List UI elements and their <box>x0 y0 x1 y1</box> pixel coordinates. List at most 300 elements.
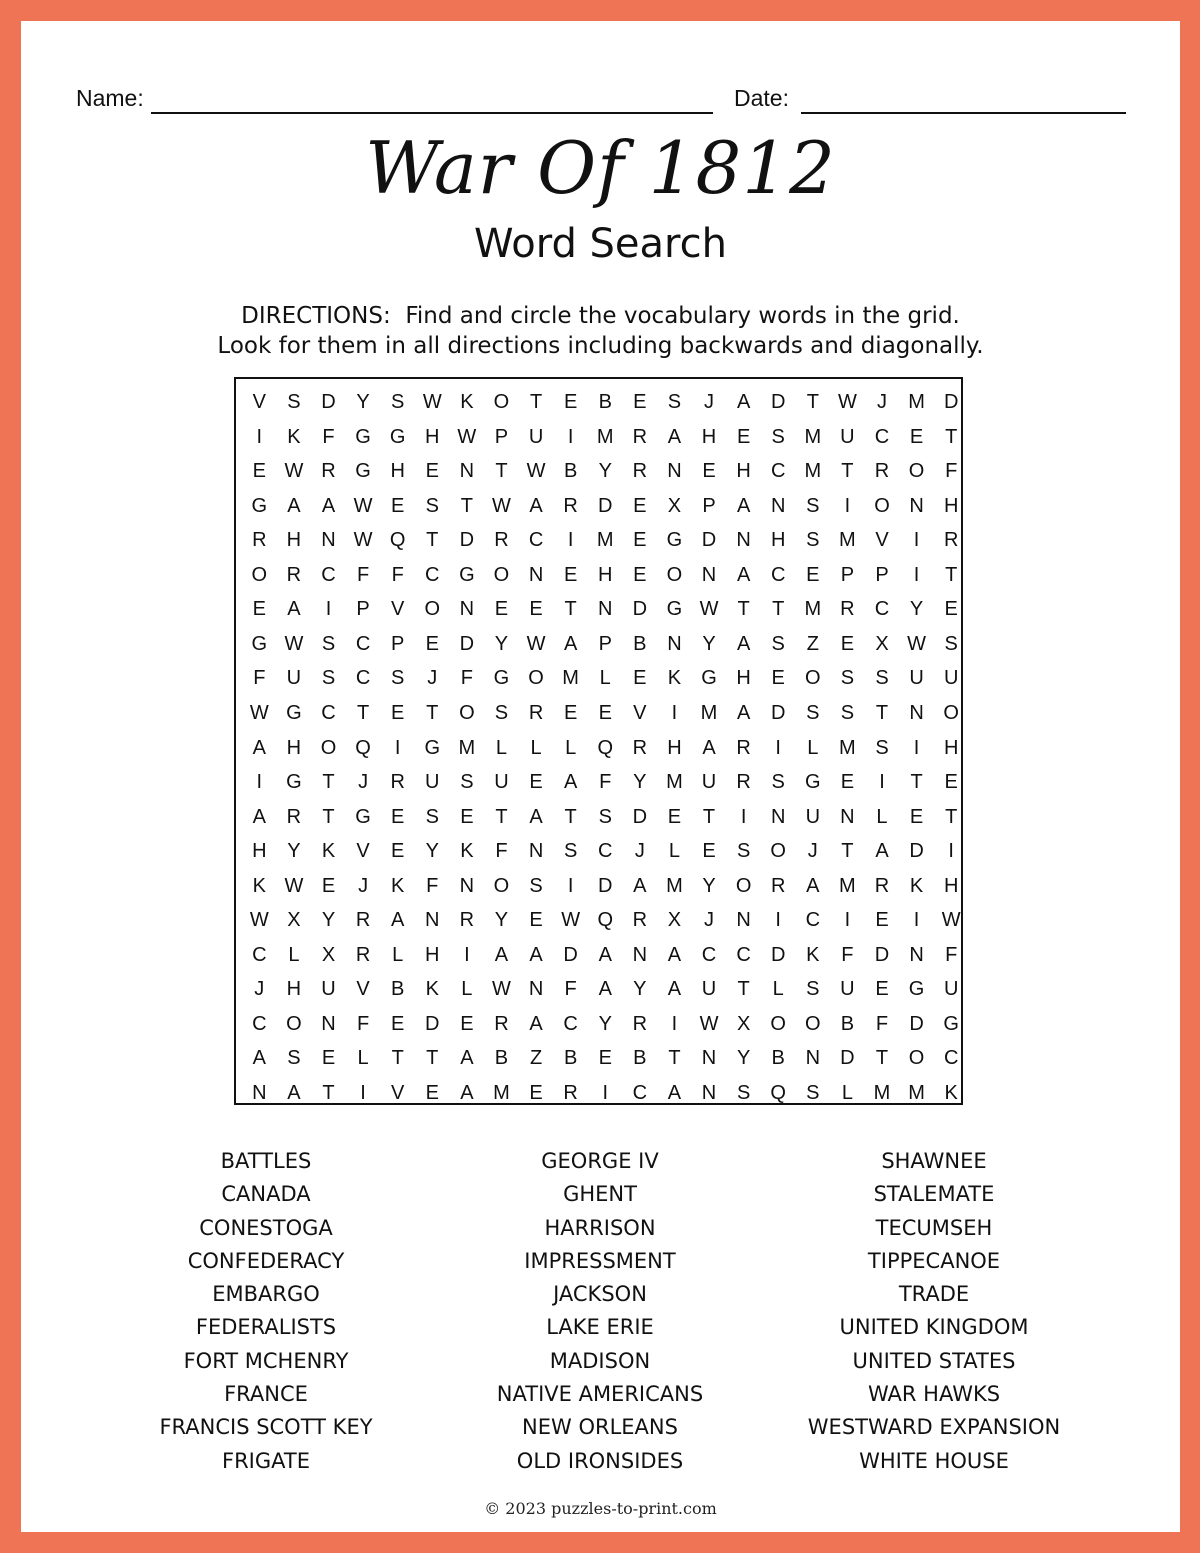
grid-letter[interactable]: O <box>770 1012 786 1035</box>
grid-letter[interactable]: D <box>874 943 890 966</box>
grid-letter[interactable]: J <box>704 909 715 932</box>
grid-letter[interactable]: E <box>875 978 889 1001</box>
grid-letter[interactable]: M <box>804 460 822 483</box>
grid-letter[interactable]: F <box>599 771 612 794</box>
grid-letter[interactable]: I <box>256 425 263 448</box>
grid-letter[interactable]: P <box>494 425 509 448</box>
grid-letter[interactable]: I <box>879 771 885 794</box>
grid-letter[interactable]: T <box>841 840 854 863</box>
grid-letter[interactable]: O <box>493 563 510 586</box>
grid-letter[interactable]: N <box>632 943 648 966</box>
grid-letter[interactable]: Y <box>633 771 647 794</box>
grid-letter[interactable]: R <box>632 460 648 483</box>
grid-letter[interactable]: A <box>736 494 751 517</box>
grid-letter[interactable]: W <box>561 909 581 932</box>
grid-letter[interactable]: W <box>249 909 269 932</box>
grid-letter[interactable]: L <box>876 805 888 828</box>
grid-letter[interactable]: T <box>910 771 923 794</box>
grid-letter[interactable]: A <box>460 1082 474 1104</box>
grid-letter[interactable]: U <box>840 978 855 1001</box>
grid-letter[interactable]: R <box>355 943 371 966</box>
grid-letter[interactable]: K <box>944 1082 958 1104</box>
grid-letter[interactable]: I <box>671 1012 678 1035</box>
grid-letter[interactable]: B <box>840 1012 855 1035</box>
grid-letter[interactable]: S <box>806 1082 820 1104</box>
grid-letter[interactable]: S <box>840 667 855 690</box>
grid-letter[interactable]: W <box>526 632 546 655</box>
grid-letter[interactable]: Q <box>597 736 614 759</box>
grid-letter[interactable]: D <box>701 529 717 552</box>
grid-letter[interactable]: G <box>286 771 302 794</box>
grid-letter[interactable]: K <box>460 840 474 863</box>
grid-letter[interactable]: N <box>736 909 751 932</box>
grid-letter[interactable]: Q <box>355 736 371 759</box>
grid-letter[interactable]: I <box>602 1082 609 1104</box>
grid-letter[interactable]: S <box>771 771 785 794</box>
grid-letter[interactable]: Y <box>736 1047 751 1070</box>
grid-letter[interactable]: S <box>391 391 405 413</box>
grid-letter[interactable]: F <box>356 563 370 586</box>
grid-letter[interactable]: C <box>321 563 336 586</box>
grid-letter[interactable]: E <box>840 771 855 794</box>
grid-letter[interactable]: I <box>360 1082 366 1104</box>
grid-letter[interactable]: G <box>355 425 371 448</box>
grid-letter[interactable]: E <box>633 563 647 586</box>
grid-letter[interactable]: L <box>288 943 300 966</box>
grid-letter[interactable]: N <box>528 563 544 586</box>
grid-letter[interactable]: F <box>460 667 473 690</box>
grid-letter[interactable]: A <box>287 1082 301 1104</box>
grid-letter[interactable]: I <box>740 805 747 828</box>
grid-letter[interactable]: H <box>286 529 302 552</box>
grid-letter[interactable]: A <box>598 943 612 966</box>
grid-letter[interactable]: F <box>841 943 854 966</box>
grid-letter[interactable]: G <box>701 667 717 690</box>
grid-letter[interactable]: S <box>425 805 439 828</box>
grid-letter[interactable]: C <box>563 1012 578 1035</box>
grid-letter[interactable]: E <box>909 425 924 448</box>
grid-letter[interactable]: U <box>321 978 336 1001</box>
grid-letter[interactable]: G <box>389 425 406 448</box>
grid-letter[interactable]: S <box>667 391 682 413</box>
grid-letter[interactable]: S <box>736 840 751 863</box>
grid-letter[interactable]: F <box>495 840 508 863</box>
grid-letter[interactable]: E <box>391 701 405 724</box>
grid-letter[interactable]: R <box>632 425 648 448</box>
grid-letter[interactable]: E <box>633 667 647 690</box>
grid-letter[interactable]: N <box>598 598 613 621</box>
grid-letter[interactable]: E <box>806 563 820 586</box>
grid-letter[interactable]: D <box>909 1012 924 1035</box>
grid-letter[interactable]: K <box>425 978 439 1001</box>
grid-letter[interactable]: K <box>321 840 336 863</box>
grid-letter[interactable]: D <box>425 1012 440 1035</box>
grid-letter[interactable]: R <box>632 736 648 759</box>
grid-letter[interactable]: E <box>252 598 266 621</box>
grid-letter[interactable]: F <box>564 978 577 1001</box>
grid-letter[interactable]: S <box>806 978 820 1001</box>
grid-letter[interactable]: U <box>528 425 544 448</box>
grid-letter[interactable]: P <box>702 494 716 517</box>
grid-letter[interactable]: M <box>908 1082 925 1104</box>
grid-letter[interactable]: H <box>390 460 405 483</box>
grid-letter[interactable]: S <box>875 736 889 759</box>
grid-letter[interactable]: O <box>493 874 510 897</box>
grid-letter[interactable]: M <box>804 425 822 448</box>
grid-letter[interactable]: T <box>356 701 370 724</box>
grid-letter[interactable]: A <box>460 1047 474 1070</box>
grid-letter[interactable]: K <box>909 874 924 897</box>
grid-letter[interactable]: N <box>736 529 751 552</box>
grid-letter[interactable]: H <box>598 563 613 586</box>
grid-letter[interactable]: S <box>494 701 509 724</box>
grid-letter[interactable]: S <box>598 805 612 828</box>
grid-letter[interactable]: G <box>251 632 268 655</box>
grid-letter[interactable]: L <box>772 978 784 1001</box>
grid-letter[interactable]: T <box>564 598 577 621</box>
grid-letter[interactable]: L <box>530 736 542 759</box>
grid-letter[interactable]: T <box>945 563 958 586</box>
grid-letter[interactable]: R <box>286 805 302 828</box>
grid-letter[interactable]: O <box>251 563 268 586</box>
grid-letter[interactable]: R <box>563 494 578 517</box>
grid-letter[interactable]: H <box>943 874 959 897</box>
grid-letter[interactable]: X <box>321 943 336 966</box>
grid-letter[interactable]: E <box>391 805 405 828</box>
grid-letter[interactable]: W <box>699 1012 719 1035</box>
grid-letter[interactable]: C <box>528 529 544 552</box>
grid-letter[interactable]: R <box>874 874 890 897</box>
grid-letter[interactable]: E <box>391 1012 405 1035</box>
grid-letter[interactable]: B <box>633 632 647 655</box>
grid-letter[interactable]: P <box>598 632 612 655</box>
grid-letter[interactable]: W <box>526 460 546 483</box>
grid-letter[interactable]: T <box>426 1047 439 1070</box>
grid-letter[interactable]: A <box>598 978 612 1001</box>
grid-letter[interactable]: W <box>284 632 304 655</box>
grid-letter[interactable]: W <box>249 701 269 724</box>
grid-letter[interactable]: K <box>391 874 405 897</box>
grid-letter[interactable]: H <box>943 736 959 759</box>
grid-letter[interactable]: O <box>528 667 544 690</box>
grid-letter[interactable]: R <box>355 909 371 932</box>
grid-letter[interactable]: Y <box>702 874 716 897</box>
grid-letter[interactable]: H <box>286 736 302 759</box>
grid-letter[interactable]: S <box>391 667 405 690</box>
grid-letter[interactable]: E <box>702 460 716 483</box>
grid-letter[interactable]: T <box>875 1047 889 1070</box>
grid-letter[interactable]: I <box>913 909 920 932</box>
grid-letter[interactable]: S <box>563 840 578 863</box>
grid-letter[interactable]: C <box>805 909 821 932</box>
grid-letter[interactable]: W <box>941 909 961 932</box>
grid-letter[interactable]: D <box>909 840 924 863</box>
grid-letter[interactable]: F <box>945 943 958 966</box>
grid-letter[interactable]: G <box>286 701 302 724</box>
grid-letter[interactable]: E <box>771 667 785 690</box>
grid-letter[interactable]: N <box>528 840 544 863</box>
grid-letter[interactable]: Y <box>425 840 439 863</box>
grid-letter[interactable]: Q <box>597 909 614 932</box>
grid-letter[interactable]: T <box>391 1047 404 1070</box>
grid-letter[interactable]: L <box>461 978 473 1001</box>
grid-letter[interactable]: N <box>909 701 924 724</box>
grid-letter[interactable]: C <box>598 840 613 863</box>
grid-letter[interactable]: R <box>770 874 786 897</box>
grid-letter[interactable]: S <box>425 494 439 517</box>
grid-letter[interactable]: J <box>358 771 369 794</box>
grid-letter[interactable]: I <box>567 425 574 448</box>
grid-letter[interactable]: U <box>805 805 821 828</box>
grid-letter[interactable]: E <box>391 494 405 517</box>
grid-letter[interactable]: C <box>252 1012 267 1035</box>
grid-letter[interactable]: P <box>356 598 370 621</box>
grid-letter[interactable]: Y <box>633 978 647 1001</box>
grid-letter[interactable]: H <box>252 840 267 863</box>
grid-letter[interactable]: U <box>909 667 924 690</box>
grid-letter[interactable]: C <box>321 701 336 724</box>
grid-letter[interactable]: B <box>633 1047 647 1070</box>
grid-letter[interactable]: E <box>633 391 647 413</box>
grid-letter[interactable]: N <box>701 1082 717 1104</box>
grid-letter[interactable]: R <box>252 529 267 552</box>
grid-letter[interactable]: E <box>460 805 474 828</box>
grid-letter[interactable]: T <box>737 978 750 1001</box>
grid-letter[interactable]: G <box>459 563 475 586</box>
grid-letter[interactable]: W <box>457 425 477 448</box>
grid-letter[interactable]: M <box>666 771 683 794</box>
grid-letter[interactable]: L <box>668 840 680 863</box>
grid-letter[interactable]: A <box>667 943 682 966</box>
grid-letter[interactable]: T <box>495 805 508 828</box>
grid-letter[interactable]: T <box>322 771 335 794</box>
grid-letter[interactable]: R <box>840 598 855 621</box>
grid-letter[interactable]: P <box>875 563 889 586</box>
grid-letter[interactable]: S <box>736 1082 751 1104</box>
grid-letter[interactable]: D <box>459 632 475 655</box>
grid-letter[interactable]: B <box>563 460 578 483</box>
grid-letter[interactable]: A <box>252 736 266 759</box>
grid-letter[interactable]: A <box>321 494 336 517</box>
grid-letter[interactable]: J <box>358 874 369 897</box>
grid-letter[interactable]: N <box>321 529 336 552</box>
grid-letter[interactable]: W <box>284 460 304 483</box>
grid-letter[interactable]: E <box>598 1047 612 1070</box>
grid-letter[interactable]: E <box>736 425 751 448</box>
grid-letter[interactable]: C <box>874 598 890 621</box>
grid-letter[interactable]: M <box>873 1082 891 1104</box>
grid-letter[interactable]: Y <box>287 840 301 863</box>
grid-letter[interactable]: K <box>667 667 682 690</box>
grid-letter[interactable]: M <box>666 874 683 897</box>
grid-letter[interactable]: L <box>807 736 819 759</box>
grid-letter[interactable]: S <box>287 391 301 413</box>
grid-letter[interactable]: B <box>391 978 405 1001</box>
grid-letter[interactable]: R <box>321 460 336 483</box>
grid-letter[interactable]: I <box>948 840 954 863</box>
grid-letter[interactable]: E <box>633 529 647 552</box>
grid-letter[interactable]: D <box>943 391 959 413</box>
grid-letter[interactable]: D <box>632 598 648 621</box>
grid-letter[interactable]: E <box>633 494 647 517</box>
grid-letter[interactable]: C <box>943 1047 959 1070</box>
grid-letter[interactable]: O <box>424 598 441 621</box>
grid-letter[interactable]: T <box>564 805 577 828</box>
grid-letter[interactable]: R <box>632 1012 648 1035</box>
grid-letter[interactable]: D <box>770 391 786 413</box>
grid-letter[interactable]: R <box>874 460 890 483</box>
grid-letter[interactable]: R <box>494 1012 509 1035</box>
grid-letter[interactable]: L <box>565 736 577 759</box>
grid-letter[interactable]: N <box>701 563 717 586</box>
grid-letter[interactable]: N <box>528 978 544 1001</box>
grid-letter[interactable]: I <box>775 736 781 759</box>
grid-letter[interactable]: M <box>839 529 856 552</box>
grid-letter[interactable]: T <box>841 460 854 483</box>
grid-letter[interactable]: E <box>252 460 266 483</box>
grid-letter[interactable]: W <box>422 391 442 413</box>
grid-letter[interactable]: S <box>944 632 958 655</box>
grid-letter[interactable]: M <box>700 701 718 724</box>
grid-letter[interactable]: N <box>667 632 682 655</box>
grid-letter[interactable]: Y <box>494 909 509 932</box>
grid-letter[interactable]: W <box>353 494 373 517</box>
grid-letter[interactable]: V <box>252 391 266 413</box>
grid-letter[interactable]: I <box>256 771 263 794</box>
grid-letter[interactable]: G <box>424 736 441 759</box>
grid-letter[interactable]: E <box>425 460 439 483</box>
grid-letter[interactable]: E <box>875 909 889 932</box>
grid-letter[interactable]: T <box>945 805 958 828</box>
grid-letter[interactable]: Y <box>356 391 370 413</box>
grid-letter[interactable]: J <box>427 667 438 690</box>
grid-letter[interactable]: U <box>840 425 855 448</box>
grid-letter[interactable]: L <box>495 736 508 759</box>
grid-letter[interactable]: A <box>529 805 543 828</box>
grid-letter[interactable]: E <box>840 632 855 655</box>
grid-letter[interactable]: A <box>736 391 751 413</box>
grid-letter[interactable]: B <box>598 391 612 413</box>
grid-letter[interactable]: A <box>736 563 751 586</box>
grid-letter[interactable]: I <box>464 943 470 966</box>
grid-letter[interactable]: E <box>494 598 509 621</box>
grid-letter[interactable]: O <box>874 494 890 517</box>
grid-letter[interactable]: X <box>875 632 889 655</box>
grid-letter[interactable]: Z <box>806 632 819 655</box>
grid-letter[interactable]: N <box>840 805 855 828</box>
grid-letter[interactable]: C <box>701 943 717 966</box>
grid-letter[interactable]: H <box>736 460 751 483</box>
grid-letter[interactable]: O <box>493 391 510 413</box>
grid-letter[interactable]: E <box>425 632 439 655</box>
grid-letter[interactable]: F <box>391 563 404 586</box>
grid-letter[interactable]: R <box>528 701 544 724</box>
grid-letter[interactable]: G <box>355 805 371 828</box>
grid-letter[interactable]: V <box>356 978 370 1001</box>
grid-letter[interactable]: A <box>563 632 578 655</box>
grid-letter[interactable]: S <box>529 874 543 897</box>
grid-letter[interactable]: H <box>770 529 786 552</box>
grid-letter[interactable]: W <box>284 874 304 897</box>
grid-letter[interactable]: P <box>391 632 405 655</box>
grid-letter[interactable]: D <box>770 701 786 724</box>
grid-letter[interactable]: G <box>355 460 371 483</box>
grid-letter[interactable]: G <box>908 978 925 1001</box>
grid-letter[interactable]: E <box>529 909 543 932</box>
grid-letter[interactable]: O <box>805 1012 821 1035</box>
grid-letter[interactable]: A <box>287 598 301 621</box>
grid-letter[interactable]: Y <box>702 632 716 655</box>
grid-letter[interactable]: D <box>770 943 786 966</box>
grid-letter[interactable]: K <box>460 391 474 413</box>
grid-letter[interactable]: A <box>529 494 543 517</box>
grid-letter[interactable]: H <box>425 425 440 448</box>
grid-letter[interactable]: M <box>839 874 856 897</box>
grid-letter[interactable]: S <box>287 1047 301 1070</box>
grid-letter[interactable]: C <box>770 460 786 483</box>
grid-letter[interactable]: G <box>493 667 510 690</box>
grid-letter[interactable]: R <box>459 909 475 932</box>
grid-letter[interactable]: A <box>252 1047 266 1070</box>
grid-letter[interactable]: H <box>701 425 717 448</box>
grid-letter[interactable]: Q <box>389 529 406 552</box>
grid-letter[interactable]: D <box>598 494 613 517</box>
grid-letter[interactable]: T <box>426 529 439 552</box>
grid-letter[interactable]: X <box>287 909 301 932</box>
grid-letter[interactable]: C <box>874 425 890 448</box>
grid-letter[interactable]: E <box>563 563 578 586</box>
grid-letter[interactable]: R <box>632 909 648 932</box>
grid-letter[interactable]: I <box>394 736 401 759</box>
grid-letter[interactable]: O <box>666 563 683 586</box>
grid-letter[interactable]: T <box>322 805 335 828</box>
grid-letter[interactable]: S <box>460 771 474 794</box>
grid-letter[interactable]: H <box>667 736 682 759</box>
grid-letter[interactable]: I <box>913 736 920 759</box>
grid-letter[interactable]: A <box>875 840 889 863</box>
grid-letter[interactable]: F <box>322 425 335 448</box>
grid-letter[interactable]: J <box>807 840 818 863</box>
grid-letter[interactable]: O <box>908 1047 925 1070</box>
grid-letter[interactable]: N <box>459 598 475 621</box>
grid-letter[interactable]: K <box>287 425 301 448</box>
grid-letter[interactable]: B <box>563 1047 578 1070</box>
grid-letter[interactable]: T <box>702 805 716 828</box>
grid-letter[interactable]: A <box>494 943 509 966</box>
grid-letter[interactable]: S <box>840 701 855 724</box>
grid-letter[interactable]: E <box>529 598 543 621</box>
grid-letter[interactable]: D <box>598 874 613 897</box>
grid-letter[interactable]: R <box>390 771 405 794</box>
grid-letter[interactable]: F <box>875 1012 889 1035</box>
grid-letter[interactable]: S <box>321 667 336 690</box>
grid-letter[interactable]: S <box>806 529 820 552</box>
grid-letter[interactable]: N <box>459 874 475 897</box>
grid-letter[interactable]: Z <box>529 1047 543 1070</box>
grid-letter[interactable]: W <box>492 494 511 517</box>
grid-letter[interactable]: A <box>667 1082 682 1104</box>
grid-letter[interactable]: N <box>909 943 924 966</box>
grid-letter[interactable]: O <box>459 701 475 724</box>
grid-letter[interactable]: O <box>805 667 821 690</box>
grid-letter[interactable]: F <box>426 874 439 897</box>
grid-letter[interactable]: N <box>425 909 440 932</box>
grid-letter[interactable]: K <box>806 943 820 966</box>
grid-letter[interactable]: G <box>666 598 683 621</box>
grid-letter[interactable]: C <box>632 1082 648 1104</box>
grid-letter[interactable]: V <box>633 701 647 724</box>
grid-letter[interactable]: O <box>286 1012 302 1035</box>
